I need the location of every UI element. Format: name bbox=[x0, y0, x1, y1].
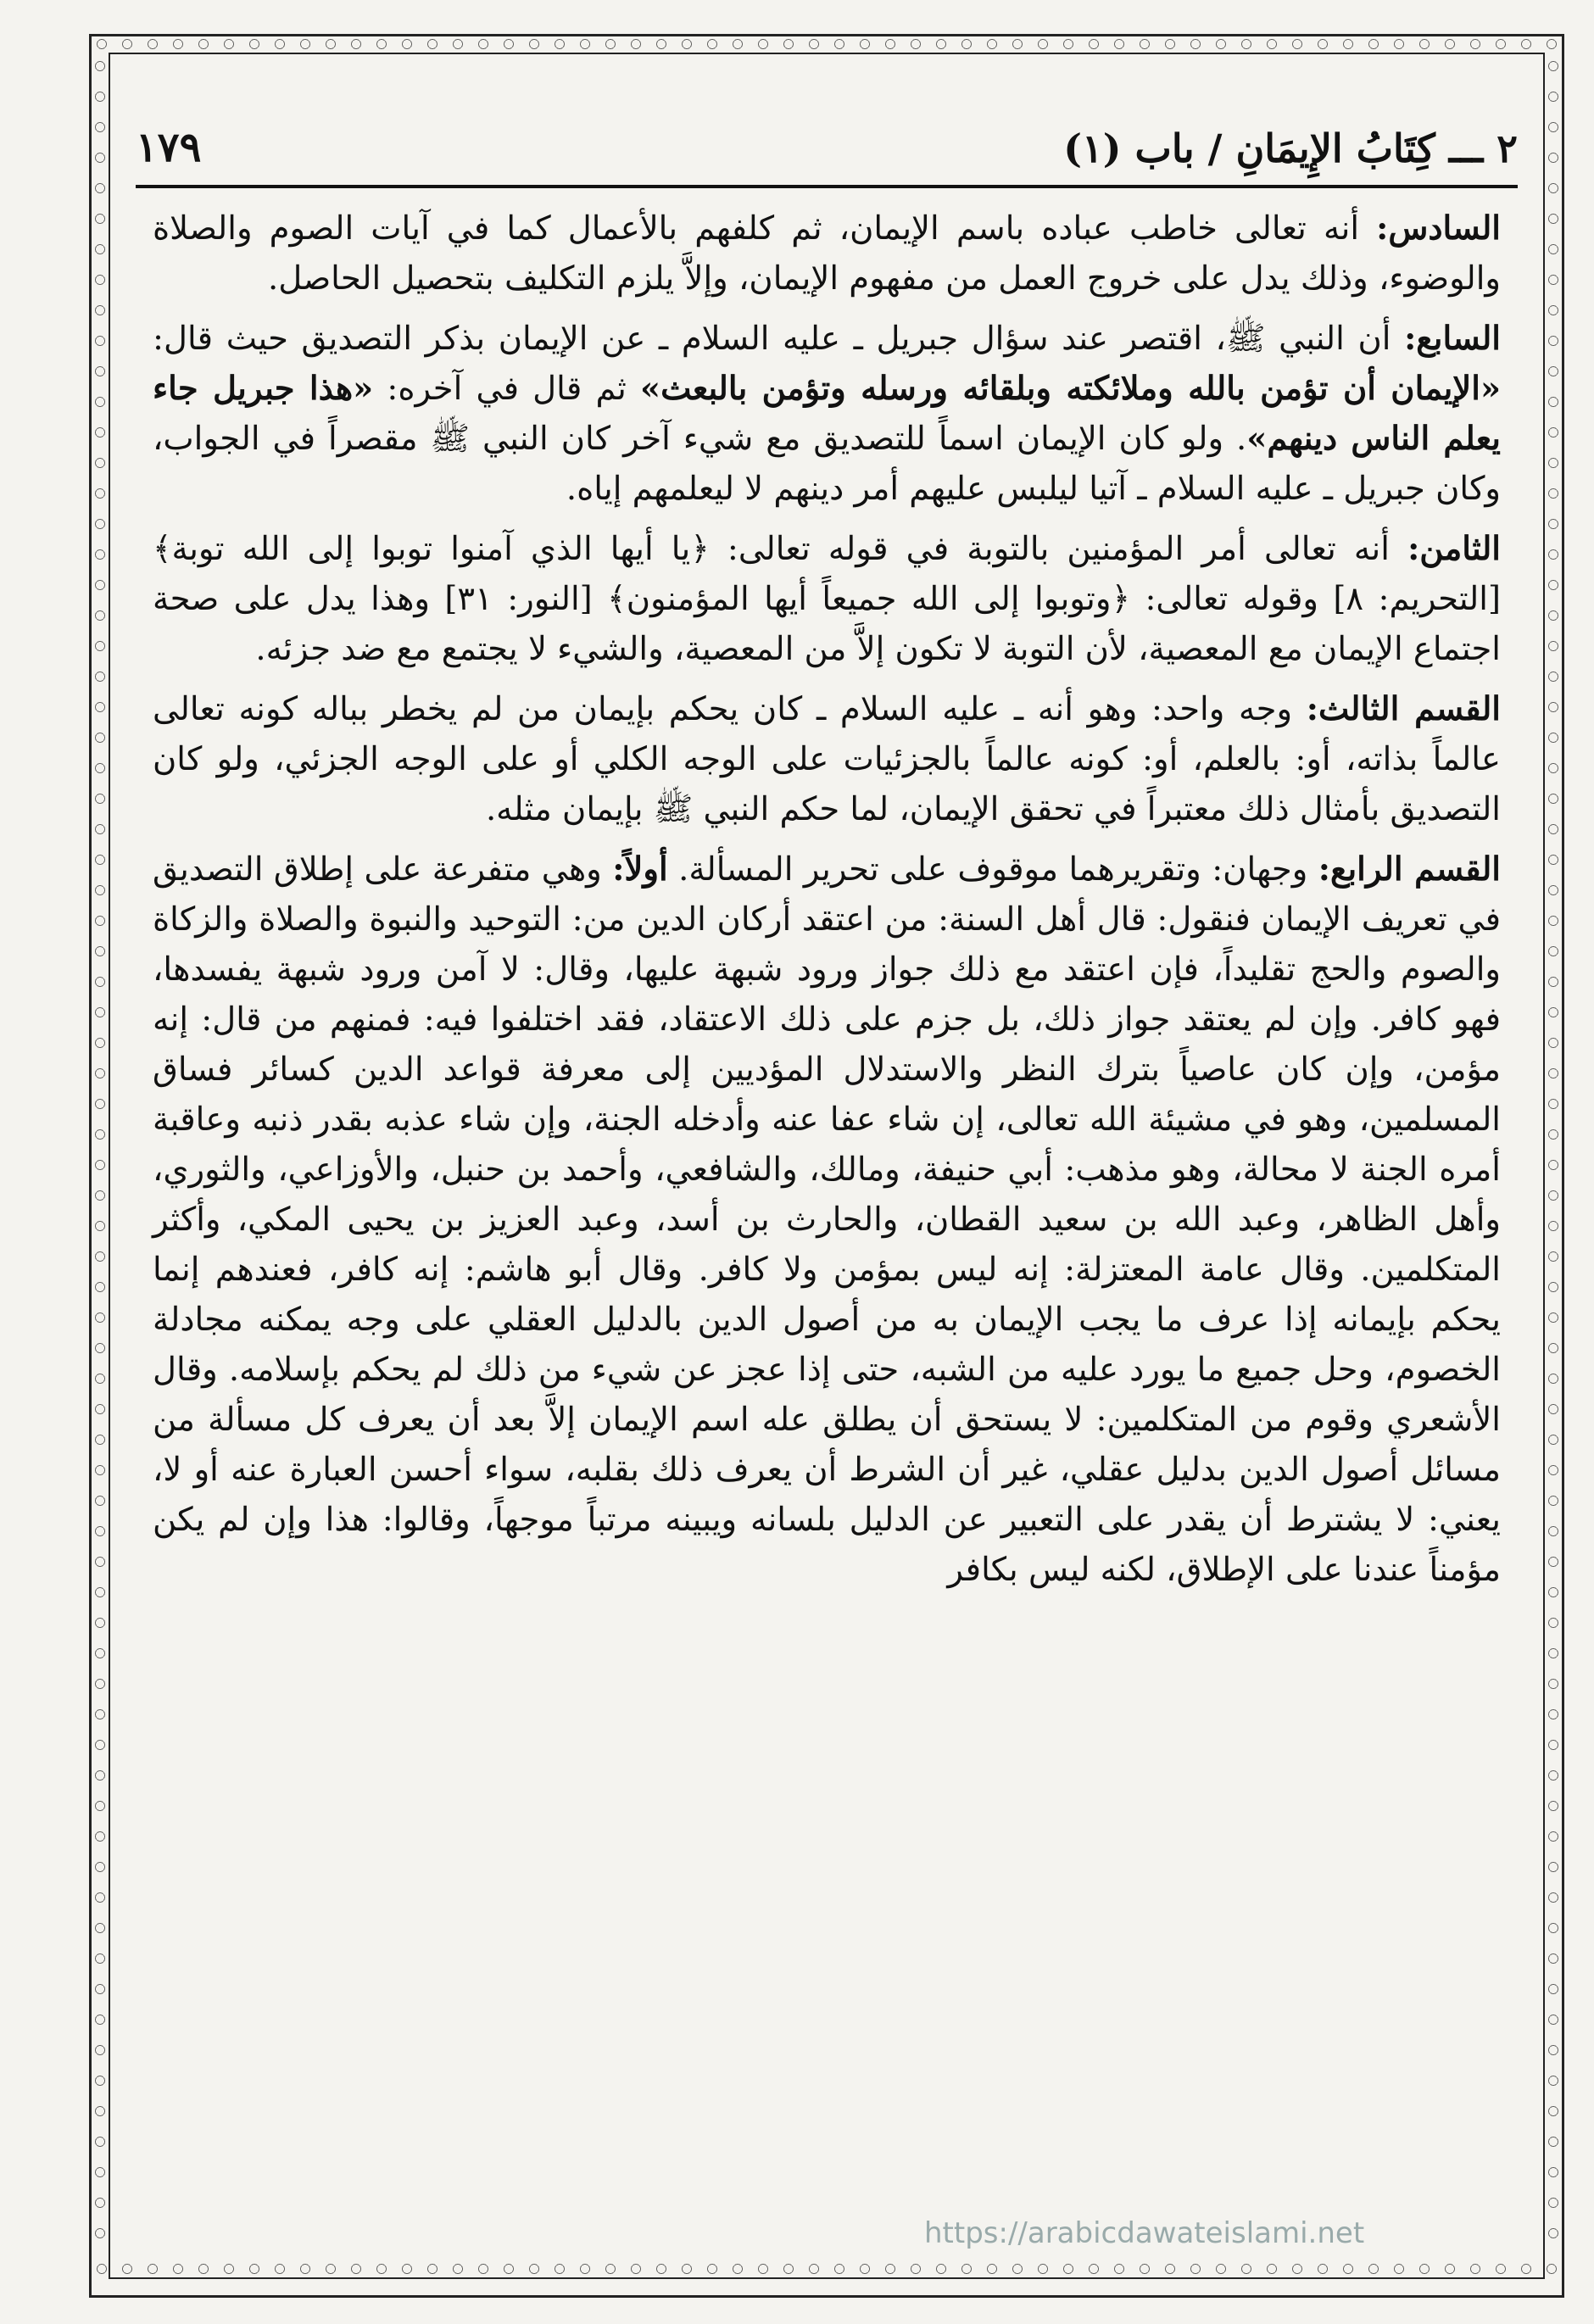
hadith-quote: «هذا جبريل جاء يعلم الناس دينهم» bbox=[153, 370, 1501, 458]
paragraph-lead: القسم الرابع: bbox=[1318, 850, 1502, 889]
paragraph-lead: السادس: bbox=[1376, 209, 1501, 248]
paragraph-seventh bbox=[153, 314, 1501, 514]
paragraph-text: وجهان: وتقريرهما موقوف على تحرير المسألة. bbox=[667, 850, 1318, 889]
ornamental-border-bottom bbox=[92, 2260, 1562, 2277]
page-header bbox=[136, 119, 1518, 187]
watermark-url: https://arabicdawateislami.net bbox=[924, 2216, 1365, 2250]
ornamental-border-left bbox=[92, 54, 109, 2259]
header-rule bbox=[136, 185, 1518, 188]
paragraph-fourth-section bbox=[153, 844, 1501, 1595]
paragraph-eighth bbox=[153, 524, 1501, 674]
body-text bbox=[153, 203, 1501, 1605]
paragraph-text: أنه تعالى أمر المؤمنين بالتوبة في قوله تعالى: ﴿يا أيها الذي آمنوا توبوا إلى الله توبة﴾ [التحريم: ٨] وقوله تعالى: ﴿وتوبوا إلى الله جميعاً أيها المؤمنون﴾ [النور: ٣١] وهذا يدل على صحة اجتماع الإيمان مع المعصية، لأن التوبة لا تكون إلاَّ من المعصية، والشيء لا يجتمع مع ضد جزئه. bbox=[153, 530, 1501, 668]
paragraph-third-section bbox=[153, 684, 1501, 834]
paragraph-text: أن النبي ﷺ، اقتصر عند سؤال جبريل ـ عليه السلام ـ عن الإيمان بذكر التصديق حيث قال: bbox=[153, 320, 1405, 358]
paragraph-lead: السابع: bbox=[1404, 320, 1501, 358]
hadith-quote: «الإيمان أن تؤمن بالله وملائكته وبلقائه ورسله وتؤمن بالبعث» bbox=[640, 370, 1502, 408]
page-number: ١٧٩ bbox=[136, 124, 202, 171]
paragraph-lead: القسم الثالث: bbox=[1306, 690, 1501, 728]
paragraph-text: وجه واحد: وهو أنه ـ عليه السلام ـ كان يحكم بإيمان من لم يخطر بباله كونه تعالى عالماً بذاته، أو: بالعلم، أو: كونه عالماً بالجزئيات على الوجه الكلي أو على الوجه الجزئي، ولو كان التصديق بأمثال ذلك معتبراً في تحقق الإيمان، لما حكم النبي ﷺ بإيمان مثله. bbox=[153, 690, 1501, 828]
paragraph-text: وهي متفرعة على إطلاق التصديق في تعريف الإيمان فنقول: قال أهل السنة: من اعتقد أركان الدين من: التوحيد والنبوة والصلاة والزكاة والصوم والحج تقليداً، فإن اعتقد مع ذلك جواز ورود شبهة عليها، وقال: لا آمن ورود شبهة يفسدها، فهو كافر. وإن لم يعتقد جواز ذلك، بل جزم على ذلك الاعتقاد، فقد اختلفوا فيه: فمنهم من قال: إنه مؤمن، وإن كان عاصياً بترك النظر والاستدلال المؤديين إلى معرفة قواعد الدين كسائر فساق المسلمين، وهو في مشيئة الله تعالى، إن شاء عفا عنه وأدخله الجنة، وإن شاء عذبه بقدر ذنبه وعاقبة أمره الجنة لا محالة، وهو مذهب: أبي حنيفة، ومالك، والشافعي، وأحمد بن حنبل، والأوزاعي، والثوري، وأهل الظاهر، وعبد الله بن سعيد القطان، والحارث بن أسد، وعبد العزيز بن يحيى المكي، وأكثر المتكلمين. وقال عامة المعتزلة: إنه ليس بمؤمن ولا كافر. وقال أبو هاشم: إنه كافر، فعندهم إنما يحكم بإيمانه إذا عرف ما يجب الإيمان به من أصول الدين بالدليل العقلي على وجه يمكنه مجادلة الخصوم، وحل جميع ما يورد عليه من الشبه، حتى إذا عجز عن شيء من ذلك لم يحكم بإسلامه. وقال الأشعري وقوم من المتكلمين: لا يستحق أن يطلق عله اسم الإيمان إلاَّ بعد أن يعرف كل مسألة من مسائل أصول الدين بدليل عقلي، غير أن الشرط أن يعرف ذلك بقلبه، سواء أحسن العبارة عنه أو لا، يعني: لا يشترط أن يقدر على التعبير عن الدليل بلسانه ويبينه مرتباً موجهاً، وقالوا: هذا وإن لم يكن مؤمناً عندنا على الإطلاق، لكنه ليس بكافر bbox=[153, 850, 1501, 1589]
chapter-title: ٢ ـــ كِتَابُ الإِيمَانِ / باب (١) bbox=[1063, 125, 1518, 171]
ornamental-border-right bbox=[1545, 54, 1562, 2259]
paragraph-bold-marker: أولاً: bbox=[612, 850, 668, 889]
paragraph-sixth bbox=[153, 203, 1501, 304]
paragraph-text: ثم قال في آخره: bbox=[373, 370, 641, 408]
paragraph-lead: الثامن: bbox=[1407, 530, 1501, 568]
paragraph-text: . ولو كان الإيمان اسماً للتصديق مع شيء آخر كان النبي ﷺ مقصراً في الجواب، وكان جبريل ـ عليه السلام ـ آتيا ليلبس عليهم أمر دينهم لا ليعلمهم إياه. bbox=[153, 420, 1501, 508]
ornamental-border-top bbox=[92, 36, 1562, 53]
paragraph-text: أنه تعالى خاطب عباده باسم الإيمان، ثم كلفهم بالأعمال كما في آيات الصوم والصلاة والوضوء، وذلك يدل على خروج العمل من مفهوم الإيمان، وإلاَّ يلزم التكليف بتحصيل الحاصل. bbox=[153, 209, 1501, 298]
